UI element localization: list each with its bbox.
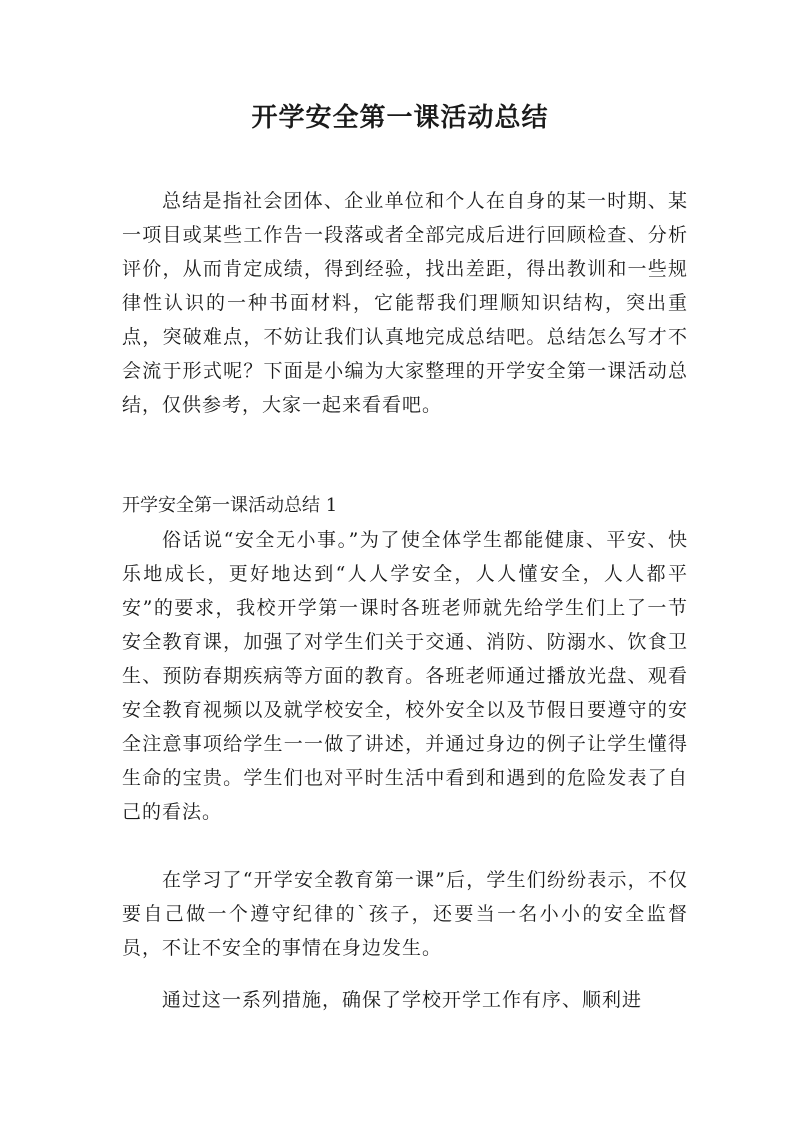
section-heading: 开学安全第一课活动总结 1 — [122, 495, 338, 516]
intro-paragraph: 总结是指社会团体、企业单位和个人在自身的某一时期、某一项目或某些工作告一段落或者全部完成后进行回顾检查、分析评价，从而肯定成绩，得到经验，找出差距，得出教训和一些规律性认识的一种书面材料，它能帮我们理顺知识结构，突出重点，突破难点，不妨让我们认真地完成总结吧。总结怎么写才不会流于形式呢？下面是小编为大家整理的开学安全第一课活动总结，仅供参考，大家一起来看看吧。 — [122, 190, 688, 416]
body-paragraph-1: 俗话说“安全无小事。”为了使全体学生都能健康、平安、快乐地成长，更好地达到“人人学安全，人人懂安全，人人都平安”的要求，我校开学第一课时各班老师就先给学生们上了一节安全教育课，加强了对学生们关于交通、消防、防溺水、饮食卫生、预防春期疾病等方面的教育。各班老师通过播放光盘、观看安全教育视频以及就学校安全，校外安全以及节假日要遵守的安全注意事项给学生一一做了讲述，并通过身边的例子让学生懂得生命的宝贵。学生们也对平时生活中看到和遇到的危险发表了自己的看法。 — [122, 529, 688, 823]
document-title: 开学安全第一课活动总结 — [251, 103, 549, 133]
body-paragraph-2: 在学习了“开学安全教育第一课”后，学生们纷纷表示，不仅要自己做一个遵守纪律的`孩子，还要当一名小小的安全监督员，不让不安全的事情在身边发生。 — [122, 869, 688, 959]
body-paragraph-3: 通过这一系列措施，确保了学校开学工作有序、顺利进 — [162, 989, 643, 1011]
